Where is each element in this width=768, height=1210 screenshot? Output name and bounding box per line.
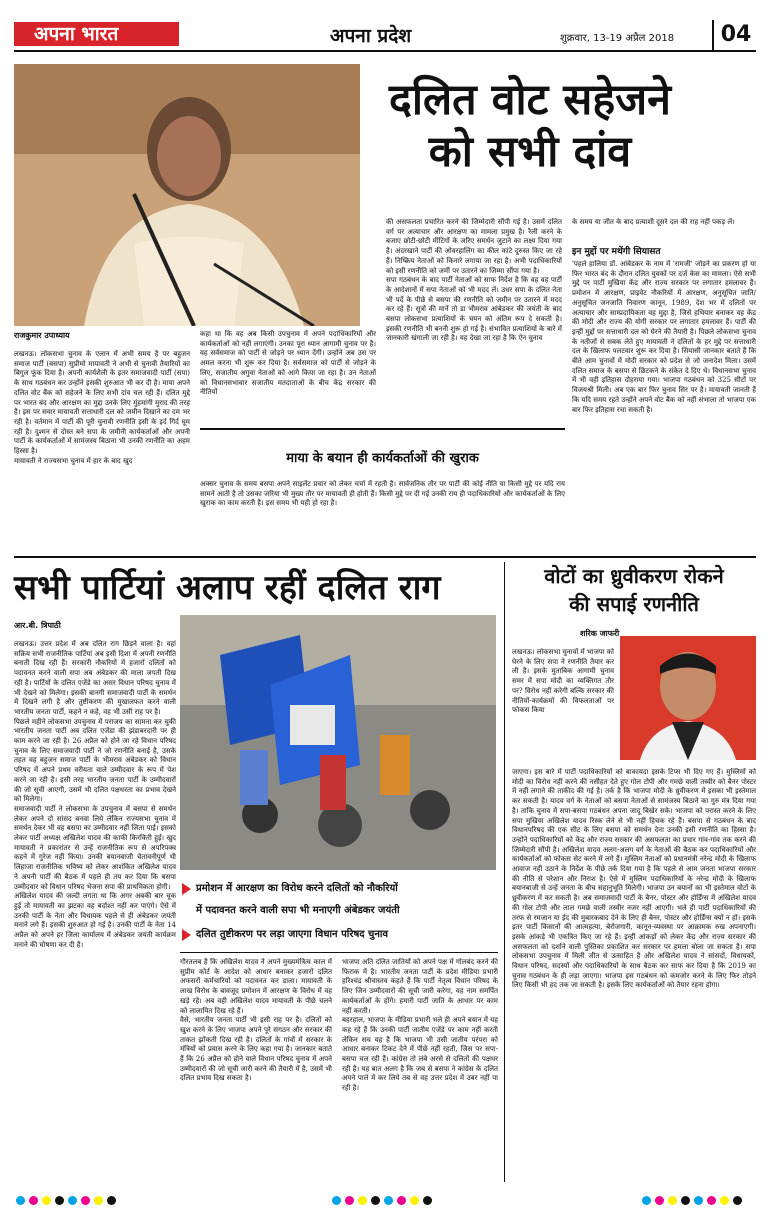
story3-headline-line1: वोटों का ध्रुवीकरण रोकने [544,564,724,588]
dot-yellow [94,1196,103,1205]
bullet-1b [178,900,498,922]
story3-headline [512,562,756,618]
registration-marks [0,1190,768,1204]
dot-magenta [655,1196,664,1205]
dot-cyan [642,1196,651,1205]
story1-col1: लखनऊ। लोकसभा चुनाव के एलान में अभी समय है पर बहुजन समाज पार्टी (बसपा) सुप्रीमो मायावती ने अभी से चुनावी तैयारियों का बिगुल फूंक दिया है। अपनी कार्यशैली के इतर समाजवादी पार्टी (सपा) के साथ गठबंधन कर उन्होंने इसकी शुरुआत भी कर दी है। माया अपने दलित वोट बैंक को सहेजने के लिए सभी दांव चल रही हैं। दलित मुद्दे पर भारत बंद और आरक्षण का मुद्दा उनके लिए मुंहमांगी मुराद की तरह है। इस पर सवार मायावती सत्ताधारी दल को जमीन दिखाने का दम भर रही है। वर्तमान में पार्टी की पूरी चुनावी रणनीति इसी के इर्द गिर्द घूम रही है। दुश्मन से दोस्त बने सपा के जमीनी कार्यकर्ताओं और अपनी पार्टी के कार्यकर्ताओं में सामंजस्य बिठाना भी उनकी रणनीति का अहम हिस्सा है। मायावती ने राज्यसभा चुनाव में हार के बाद खुद [14,350,190,465]
rally-illustration [180,615,496,870]
story1-col4: 'पहले हालिया डॉ. आंबेडकर के नाम में 'रामजी' जोड़ने का प्रकरण हो या फिर भारत बंद के दौरान दलित युवकों पर दर्ज केस का मामला। ऐसे सभी मुद्दे पर पार्टी मुखिया केंद्र और राज्य सरकार पर लगातार हमलावर हैं। प्रमोशन में आरक्षण, प्राइवेट नौकरियों में आरक्षण, अनुसूचित जाति/अनुसूचित जनजाति निवारण कानून, 1989, देश भर में दलितों पर अत्याचार और साम्प्रदायिकता वह मुद्दा है, जिसे हथियार बनाकर वह केंद्र की मोदी और राज्य की योगी सरकार पर लगातार हमलावर हैं। पार्टी की इन्हीं मुद्दों पर सत्ताधारी दल को घेरने की तैयारी है। पिछले लोकसभा चुनाव के नतीजों से सबक लेते हुए मायावती ने दलितों के हर मुद्दे पर सत्ताधारी दल के खिलाफ पलटवार शुरू कर दिया है। सियासी जानकार बताते हैं कि बीते आम चुनावों में मोदी सरकार को प्रदेश से जो जनादेश मिला। उसमें दलित समाज के बसपा से छिटकने के संकेत दे दिए थे। विधानसभा चुनाव में भी वही इतिहास दोहराया गया। भाजपा गठबंधन को 325 सीटों पर विजयश्री मिली। अब एक बार फिर चुनाव सिर पर है। मायावती जानती हैं कि यदि समय रहते उन्होंने अपने वोट बैंक को नहीं संभाला तो भाजपा एक बार फिर इतिहास रचा सकती है। [572,260,756,414]
issue-date: शुक्रवार, 13-19 अप्रैल 2018 [560,33,675,44]
arrow-icon [182,883,191,895]
story2-col2: गौरतलब है कि अखिलेश यादव ने अपने मुख्यमंत्रित्व काल में सुप्रीम कोर्ट के आदेश को आधार बनाकर हजारों दलित अफसरों कर्मचारियों को पदावनत कर डाला। मायावती के लाख विरोध के बावजूद प्रमोशन में आरक्षण के विरोध में वह खड़े रहे। अब वही अखिलेश यादव मायावती के पीछे चलने को लालायित दिख रहे हैं। वैसे, भारतीय जनता पार्टी भी इसी राह पर है। दलितों को खुश करने के लिए भाजपा अपने पूरे संगठन और सरकार की ताकत झोंकती दिख रही है। दलितों के गांवों में सरकार के मंत्रियों को प्रवास करने के लिए कहा गया है। जानकार बताते हैं कि 26 अप्रैल को होने वाले विधान परिषद चुनाव में अपने उम्मीदवारों की जो सूची जारी करने की तैयारी में है, उसमें भी दलित प्रभाव दिख सकता है। [180,958,332,1083]
story1-box [200,428,565,552]
dot-magenta [81,1196,90,1205]
dots-center [330,1190,434,1209]
masthead [0,0,768,56]
dot-black [681,1196,690,1205]
story2-col1: लखनऊ। उत्तर प्रदेश में अब दलित राग छिड़ने वाला है। वहां सक्रिय सभी राजनीतिक पार्टियां अब इसी दिशा में अपनी रणनीति बनाती दिख रही हैं। सरकारी नौकरियों में हजारों दलितों को पदावनत करने वाली सपा अब अंबेडकर की माला जपती दिख रही है। पार्टियों के दलित एजेंडे का असर विधान परिषद चुनाव में भी देखने को मिलेगा। इसकी बानगी समाजवादी पार्टी के समर्थन में दिखने लगी है और तुष्टीकरण की मुखालफत करने वाली भारतीय जनता पार्टी, कहने न कहे, वह भी उसी राह पर है। पिछले महीने लोकसभा उपचुनाव में पराजय का सामना कर चुकी भारतीय जनता पार्टी अब दलित एजेंडा की झंडाबरदारी पर ही काम करने जा रही है। 26 अप्रैल को होने जा रहे विधान परिषद चुनाव के लिए समाजवादी पार्टी ने जो रणनीति बनाई है, उसके तहत वह बहुजन समाज पार्टी के भीमराव अंबेडकर को विधान परिषद में अपने प्रथम वरीयता वाले उम्मीदवार के रूप में पेश करने जा रही है। इसी तरह भारतीय जनता पार्टी के उम्मीदवारों की जो सूची आएगी, उसमें भी दलित पक्षधरता का प्रभाव देखने को मिलेगा। समाजवादी पार्टी ने लोकसभा के उपचुनाव में बसपा से समर्थन लेकर अपने दो सांसद बनवा लिये लेकिन राज्यसभा चुनाव में समर्थन देकर भी वह बसपा का उम्मीदवार नहीं जिता पाई। इसको लेकर पार्टी अध्यक्ष अखिलेश यादव की काफी किरकिरी हुई। खुद मायावती ने प्रकारांतर से उन्हें राजनीतिक रूप से अपरिपक्व कहने में गुरेज नहीं किया। उनकी बयानबाजी चेतावनीपूर्ण थी लिहाजा राजनीतिक भविष्य को लेकर आशंकित अखिलेश यादव ने अपनी पार्टी की बैठक में पहले ही तय कर दिया कि बसपा उम्मीदवार को विधान परिषद भेजना सपा की प्राथमिकता होगी। अखिलेश यादव की जल्दी लगता था कि अगर अबकी बार चूक हुई तो मायावती का झटका वह बर्दाश्त नहीं कर पाएंगे। ऐसे में उनकी पार्टी के नेता और विधायक पहले से ही अंबेडकर जयंती मनाने लगे हैं। इसकी शुरुआत हो गई है। उनकी पार्टी के नेता 14 अप्रैल को अपने हर जिला कार्यालय में अंबेडकर जयंती कार्यक्रम मनाने की घोषणा कर दी है। [14,640,176,949]
story3-intro: लखनऊ। लोकसभा चुनावों में भाजपा को घेरने के लिए सपा ने रणनीति तैयार कर ली है। इसके मुताबिक आगामी चुनाव समर में सपा मोदी का व्यक्तिगत तौर पर? विरोध नहीं करेगी बल्कि सरकार की नीतियों-कार्यक्रमों की विफलताओं पर फोकस किया [512,648,614,715]
bullet-rule [180,952,498,953]
story2-byline: आर.बी. त्रिपाठी [14,621,61,630]
dot-cyan [384,1196,393,1205]
story1-col3: की असफलता प्रचारित करने की जिम्मेदारी सौंपी गई है। उसमें दलित वर्ग पर अत्याचार और आरक्षण का मामला प्रमुख है। रैली करने के बजाए छोटी-छोटी मीटिंगों के जरिए समर्थन जुटाने का लक्ष्य दिया गया है। अंदरखाने पार्टी की ओवरहालिंग का कील कांटे दुरुस्त किए जा रहे हैं। निष्क्रिय नेताओं को किनारे लगाया जा रहा है। अभी पदाधिकारियों को इसी रणनीति को जमीं पर उतारने का जिम्मा सौंपा गया है। सपा गठबंधन के बाद पार्टी नेताओं को साफ निर्देश है कि वह वह पार्टी के आदेशानों में सपा नेताओं को भी मदद लें। उधर सपा के दलित नेता भी पर्दे के पीछे से बसपा की रणनीति को जमीन पर उतारने में मदद कर रहे हैं। सूत्रों की मानें तो डा भीमराव आंबेडकर की जयंती के बाद बसपा लोकसभा प्रत्याशियों के चयन को अंतिम रूप दे सकती है। इसकी रणनीति भी बननी शुरू हो गई है। संभावित प्रत्याशियों के बारे में जानकारी खंगाली जा रही है। यह देखा जा रहा है कि ऐन चुनाव [386,218,562,343]
story3-headline-line2: की सपाई रणनीति [569,592,699,616]
masthead-rule [14,50,756,52]
bullet-1-text: प्रमोशन में आरक्षण का विरोध करने दलितों को नौकरियों [196,883,398,894]
story1-col2: कहा था कि वह अब किसी उपचुनाव में अपने पदाधिकारियों और कार्यकर्ताओं को नहीं लगाएंगी। उनका पूरा ध्यान आगामी चुनाव पर है। वह सर्वसमाज को पार्टी से जोड़ने पर ध्यान देंगी। उन्होंने अब उस पर अमल करना भी शुरू कर दिया है। सर्वसमाज को पार्टी से जोड़ने के लिए, सजातीय अगुवा नेताओं को आगे किया जा रहा है। उन नेताओं को विधानसभावार सजातीय मतदाताओं के बीच केंद्र सरकार की नीतियों [200,330,376,397]
dot-yellow [410,1196,419,1205]
page-number: 04 [712,20,758,50]
story2-headline: सभी पार्टियां अलाप रहीं दलित राग [14,568,441,608]
bullet-2 [178,924,498,946]
dot-yellow [720,1196,729,1205]
dots-right [640,1190,744,1209]
story3-byline: शरिक जाफरी [580,629,620,638]
dot-cyan [332,1196,341,1205]
rally-photo [180,615,496,870]
section-divider [14,556,756,558]
column-rule [504,562,505,1182]
dot-black [55,1196,64,1205]
portrait-illustration [620,636,756,760]
dot-black [733,1196,742,1205]
story3-body: जाएगा। इस बारे में पार्टी पदाधिकारियों को बाकायदा इसके टिप्स भी दिए गए हैं। मुस्लिमों को मोदी का विरोध नहीं करने की नसीहत देते हुए गोल टोपी और गमछे वाली तस्वीर को बैनर पोस्टर में नहीं लगाने की ताकीद की गई है। तर्क है कि भाजपा मोदी के ध्रुवीकरण में इसका भी इस्तेमाल कर सकती है। यादव वर्ग के नेताओं को बसपा नेताओं से सामंजस्य बिठाने का गुरु मंत्र दिया गया है। ताकि चुनाव में सपा-बसपा गठबंधन अपना जादू बिखेर सके। भाजपा को परास्त करने के लिए सपा मुखिया अखिलेश यादव रिस्क लेने से भी नहीं हिचक रहे हैं। बसपा से गठबंधन के बाद विधानपरिषद की एक सीट के लिए बसपा को समर्थन देना उनकी इसी रणनीति का हिस्सा है। उन्होंने पदाधिकारियों को केंद्र और राज्य सरकार की असफलता का प्रचार गांव-गांव तक करने की जिम्मेदारी सौंपी है। अखिलेश यादव अलग-अलग वर्ग के नेताओं की बैठक कर पदाधिकारियों और कार्यकर्ताओं को फोकस सेट करने में लगे हैं। मुस्लिम नेताओं को प्रधानमंत्री नरेन्द्र मोदी के खिलाफ आवाज नहीं उठाने के निर्देश के पीछे तर्क दिया गया है कि पहले से आम जनता भाजपा सरकार की नीति से परेशान और निराश है। ऐसे में मुस्लिम पदाधिकारियों के नरेन्द्र मोदी के खिलाफ बयानबाजी से उन्हें जनता के बीच सहानुभूति मिलेगी। भाजपा उन बयानों का भी इस्तेमाल वोटों के ध्रुवीकरण में कर सकती है। अब समाजवादी पार्टी के बैनर, पोस्टर और होर्डिंग्स में अखिलेश यादव की गोल टोपी और लाल गमछे वाली तस्वीर नजर नहीं आएगी। भले ही पार्टी पदाधिकारियों की तरफ से रमजान या ईद की मुबारकबाद देने के लिए ही बैनर, पोस्टर और होर्डिंग्स क्यों न हों। इसके इतर पार्टी किसानों की आत्महत्या, बेरोजगारी, कानून-व्यवस्था पर आक्रामक रुख अपनाएगी। इसके आंकड़े भी एकत्रित किए जा रहे हैं। इन्हीं आंकड़ों को लेकर केंद्र और राज्य सरकार की असफलता को दर्शाने वाली पुस्तिका प्रकाशित कर सरकार पर हमला बोला जा सकता है। सपा लोकसभा उपचुनाव में मिली जीत से उत्साहित है और अखिलेश यादव ने सांसदों, विधायकों, विधान परिषद, सदस्यों और पदाधिकारियों के साथ बैठक कर साफ कर दिया है कि 2019 का चुनाव गठबंधन के ही लड़ा जाएगा। भाजपा इस गठबंधन को कमजोर करने के लिए फिर तोड़ने लिए किसी भी हद तक जा सकती है। इसके लिए कार्यकर्ताओं को तैयार रहना होगा। [512,768,756,990]
dot-black [107,1196,116,1205]
bullet-1b-text: में पदावनत करने वाली सपा भी मनाएगी अंबेडकर जयंती [196,905,400,916]
dot-black [423,1196,432,1205]
story2-col3: भाजपा अति दलित जातियों को अपने पक्ष में गोलबंद करने की फिराक में है। भारतीय जनता पार्टी के प्रदेश मीडिया प्रभारी हरिश्चंद्र श्रीवास्तव कहते हैं कि पार्टी नेतृत्व विधान परिषद के लिए जिन उम्मीदवारों की सूची जारी करेगा, वह नाम समर्पित कार्यकर्ताओं के होंगे। हमारी पार्टी जाति के आधार पर काम नहीं करती। बहरहाल, भाजपा के मीडिया प्रभारी भले ही अपने बयान में यह कह रहे हैं कि उनकी पार्टी जातीय एजेंडे पर काम नहीं करती लेकिन सच यह है कि भाजपा भी उसी जातीय परंपरा को आधार बनाकर टिकट देने में पीछे नहीं रहती, जिस पर सपा-बसपा चल रही हैं। कांग्रेस तो लंबे अरसे से दलितों की पक्षधर रही है। यह बात अलग है कि जब से बसपा ने कांग्रेस के दलित अपने पाले में कर लिये तब से वह उत्तर प्रदेश में उबर नहीं पा रही है। [342,958,498,1093]
dot-black [371,1196,380,1205]
dot-yellow [358,1196,367,1205]
box-title: माया के बयान ही कार्यकर्ताओं की खुराक [286,451,479,466]
dot-cyan [694,1196,703,1205]
dot-magenta [707,1196,716,1205]
dot-yellow [668,1196,677,1205]
story1-headline-line1: दलित वोट सहेजने [389,75,671,125]
bullet-2-text: दलित तुष्टीकरण पर लड़ा जाएगा विधान परिषद चुनाव [196,929,389,940]
dot-magenta [397,1196,406,1205]
dot-yellow [42,1196,51,1205]
dot-magenta [29,1196,38,1205]
akhilesh-photo [620,636,756,760]
story1-byline: राजकुमार उपाध्याय [14,331,70,340]
dots-left [14,1190,118,1209]
box-text: अक्सर चुनाव के समय बसपा अपने साइलेंट प्रचार को लेकर चर्चा में रहती है। सार्वजनिक तौर पर पार्टी की कोई नीति या किसी मुद्दे पर यदि राय सामने आती है तो उसका जरिया भी मुख्य तौर पर मायावती ही होती हैं। किसी मुद्दे पर दी गई उनकी राय ही पदाधिकारियों और कार्यकर्ताओं के लिए खुराक का काम करती है। इस समय भी यही हो रहा है। [200,480,565,508]
story1-headline [300,74,760,178]
brand-logo: अपना भारत [14,22,179,46]
bullet-1 [178,878,498,900]
section-title: अपना प्रदेश [330,25,412,47]
story1-headline-line2: को सभी दांव [428,127,632,177]
arrow-icon [182,929,191,941]
dot-cyan [68,1196,77,1205]
dot-magenta [345,1196,354,1205]
story1-subhead: इन मुद्दों पर मथेंगी सियासत [572,247,661,257]
dot-cyan [16,1196,25,1205]
story1-col4-top: के समय या जीत के बाद प्रत्याशी दूसरे दल की राह नहीं पकड़ लें। [572,218,735,226]
